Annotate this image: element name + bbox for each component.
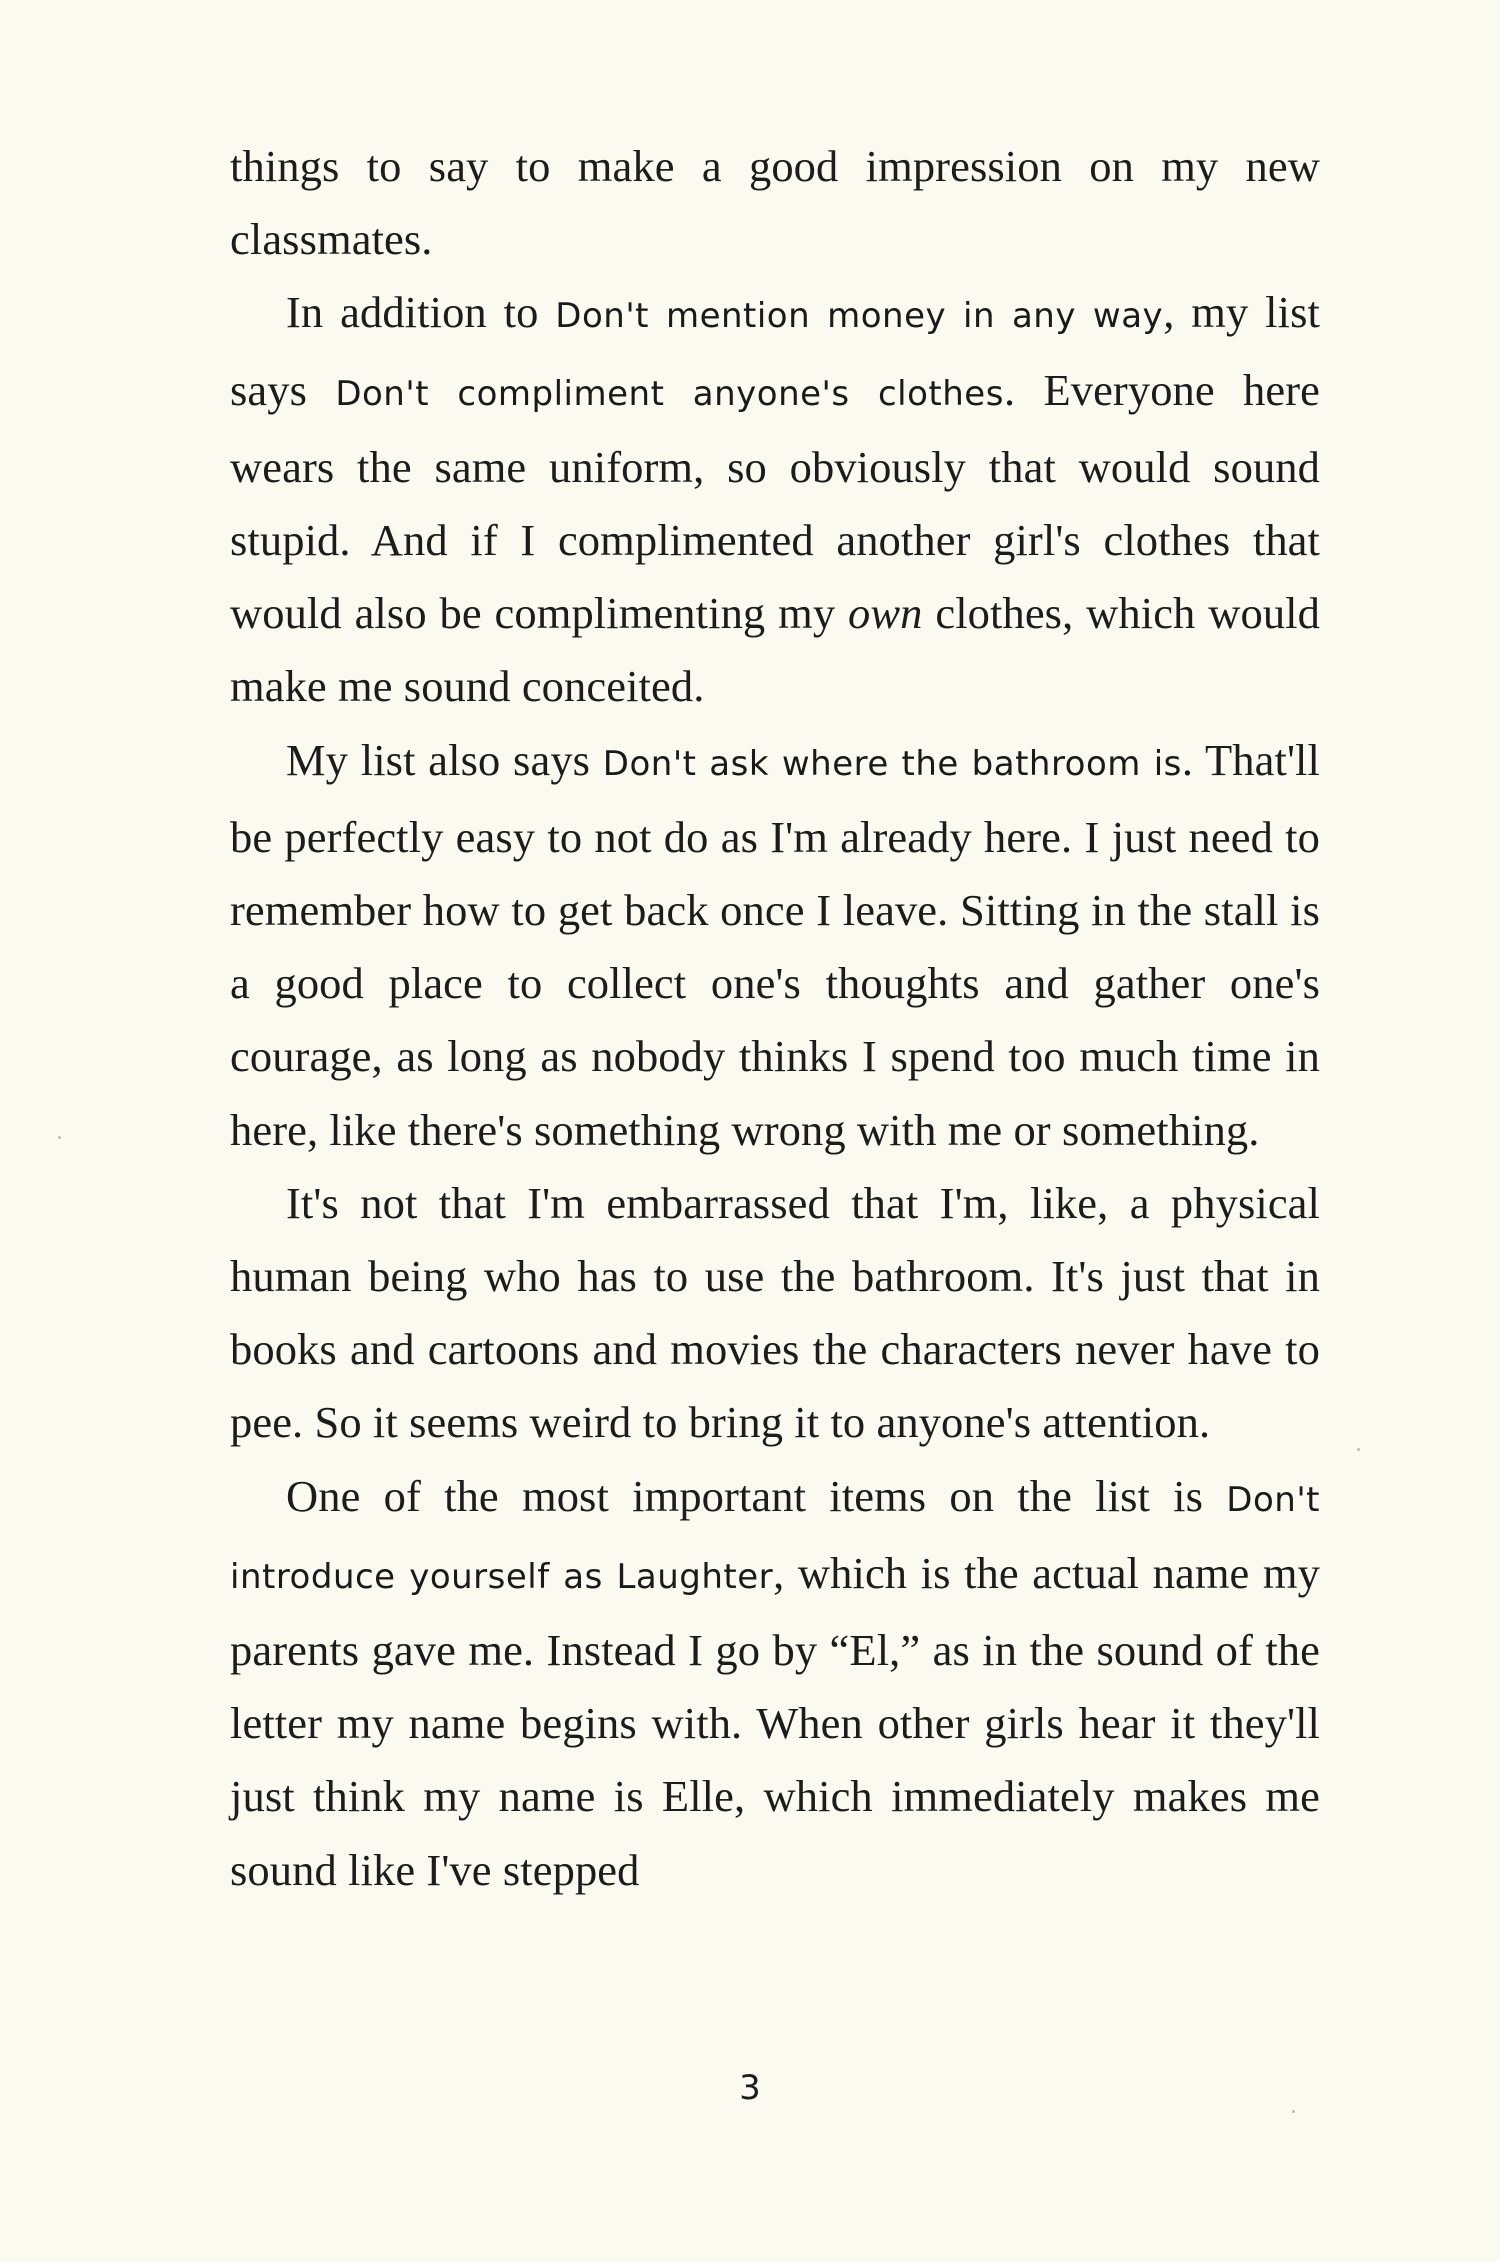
handwritten-list-item: Don't compliment anyone's clothes [335, 373, 1004, 414]
paper-speck [1292, 2110, 1295, 2113]
paragraph-text: In addition to [286, 287, 556, 338]
paragraph [230, 276, 1320, 723]
paragraph [230, 130, 1320, 276]
paragraph-text: . Everyone here wears the same uniform, so obviously that would sound stupid. And if I complimented another girl's clothes that would also be complimenting my [230, 364, 1321, 639]
paper-speck [1357, 1448, 1360, 1451]
emphasis-text: own [848, 588, 923, 639]
paragraph-text: , my list says [230, 287, 1320, 415]
paragraph [230, 1460, 1320, 1907]
paragraph-text: It's not that I'm embarrassed that I'm, like, a physical human being who has to use the bathroom. It's just that in books and cartoons and movies the characters never have to pee. So it seems weird to bring it to anyone's attention. [230, 1177, 1320, 1448]
paper-speck [58, 1136, 61, 1139]
paragraph-text: One of the most important items on the list is [286, 1470, 1227, 1521]
book-page-body [230, 130, 1320, 2080]
paragraph-text: . That'll be perfectly easy to not do as I'm already here. I just need to remember how to get back once I leave. Sitting in the stall is a good place to collect one's thoughts and gather one's courage, as long as nobody thinks I spend too much time in here, like there's something wrong with me or something. [230, 734, 1320, 1155]
page-number: 3 [739, 2068, 761, 2108]
paragraph-text: , which is the actual name my parents gave me. Instead I go by “El,” as in the sound of the letter my name begins with. When other girls hear it they'll just think my name is Elle, which immediately makes me sound like I've stepped [230, 1547, 1320, 1895]
paragraph-text: clothes, which would make me sound conceited. [230, 588, 1320, 712]
paragraph [230, 1167, 1320, 1460]
paragraph [230, 724, 1320, 1167]
handwritten-list-item: Don't mention money in any way [555, 296, 1164, 337]
handwritten-list-item: Don't introduce yourself as Laughter [230, 1479, 1320, 1597]
paragraph-text: things to say to make a good impression on my new classmates. [230, 141, 1320, 265]
handwritten-list-item: Don't ask where the bathroom is [602, 743, 1182, 784]
paragraph-text: My list also says [286, 734, 603, 785]
